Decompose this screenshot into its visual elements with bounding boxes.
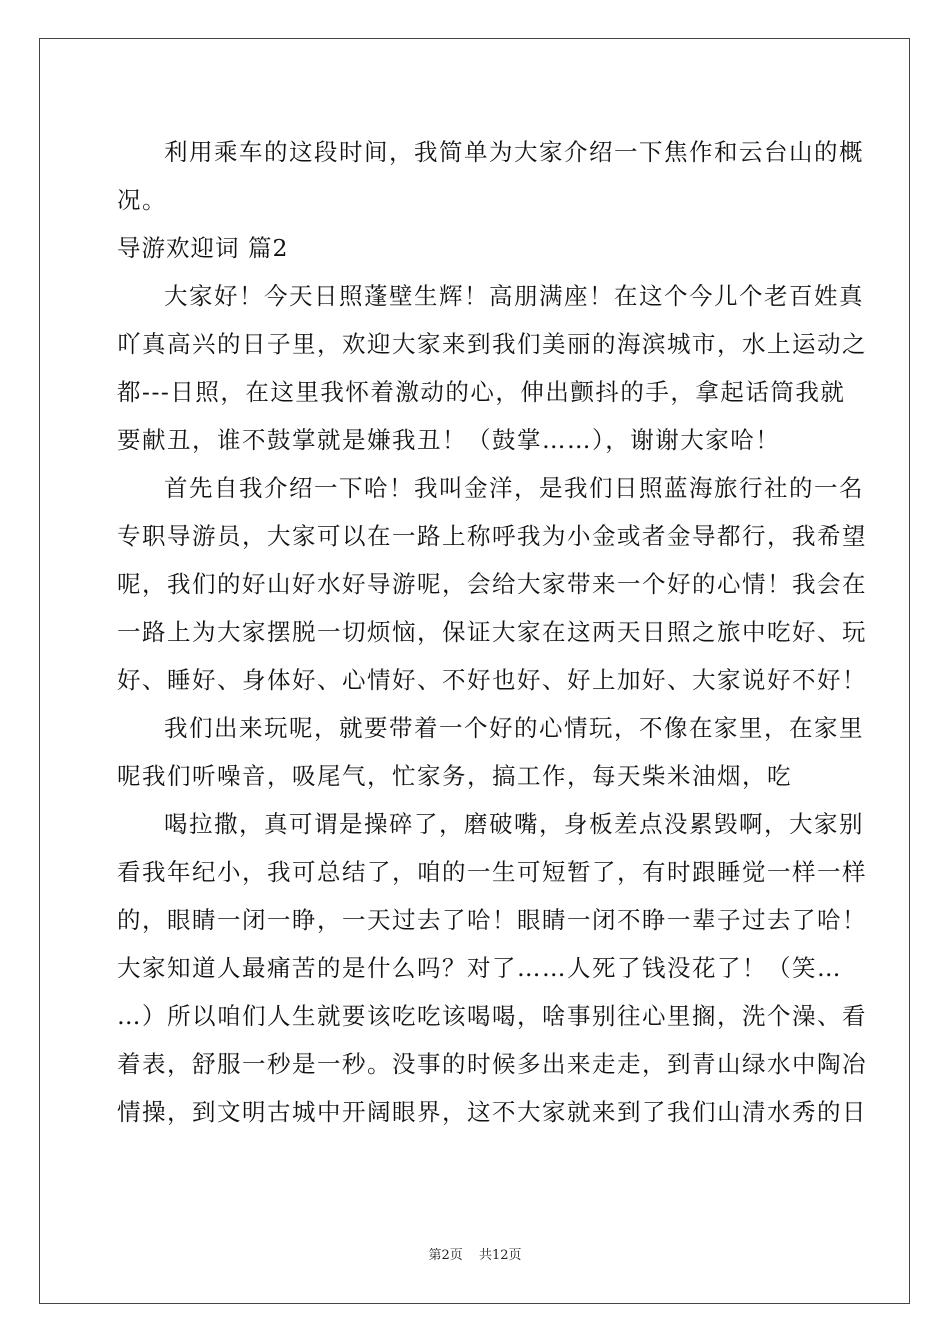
- text-line: 利用乘车的这段时间，我简单为大家介绍一下焦作和云台山的概: [164, 138, 864, 166]
- section-heading: 导游欢迎词 篇2: [117, 234, 289, 262]
- text-line: 喝拉撒，真可谓是操碎了，磨破嘴，身板差点没累毁啊，大家别: [164, 810, 864, 838]
- text-line: 我们出来玩呢，就要带着一个好的心情玩，不像在家里，在家里: [164, 714, 864, 742]
- page-number: 第2页: [428, 1248, 463, 1263]
- page-footer: [0, 1244, 950, 1263]
- text-line: 呢我们听噪音，吸尾气，忙家务，搞工作，每天柴米油烟，吃: [117, 762, 792, 790]
- text-line: 大家好！今天日照蓬壁生辉！高朋满座！在这个今儿个老百姓真: [164, 282, 864, 310]
- text-line: 吖真高兴的日子里，欢迎大家来到我们美丽的海滨城市，水上运动之: [117, 330, 867, 358]
- text-line: 大家知道人最痛苦的是什么吗？对了……人死了钱没花了！（笑…: [117, 954, 842, 982]
- page-total: 共12页: [478, 1248, 522, 1263]
- text-line: 专职导游员，大家可以在一路上称呼我为小金或者金导都行，我希望: [117, 522, 867, 550]
- text-line: 的，眼睛一闭一睁，一天过去了哈！眼睛一闭不睁一辈子过去了哈！: [117, 906, 867, 934]
- text-line: 看我年纪小，我可总结了，咱的一生可短暂了，有时跟睡觉一样一样: [117, 858, 867, 886]
- text-line: 首先自我介绍一下哈！我叫金洋，是我们日照蓝海旅行社的一名: [164, 474, 864, 502]
- text-line: 况。: [117, 186, 167, 214]
- text-line: 都---日照，在这里我怀着激动的心，伸出颤抖的手，拿起话筒我就: [117, 378, 846, 406]
- text-line: 呢，我们的好山好水好导游呢，会给大家带来一个好的心情！我会在: [117, 570, 867, 598]
- text-line: 着表，舒服一秒是一秒。没事的时候多出来走走，到青山绿水中陶冶: [117, 1050, 867, 1078]
- text-line: …）所以咱们人生就要该吃吃该喝喝，啥事别往心里搁，洗个澡、看: [117, 1002, 867, 1030]
- text-line: 一路上为大家摆脱一切烦恼，保证大家在这两天日照之旅中吃好、玩: [117, 618, 867, 646]
- document-body: [117, 128, 867, 1136]
- text-line: 要献丑，谁不鼓掌就是嫌我丑！（鼓掌……），谢谢大家哈！: [117, 426, 781, 454]
- text-line: 情操，到文明古城中开阔眼界，这不大家就来到了我们山清水秀的日: [117, 1098, 867, 1126]
- text-line: 好、睡好、身体好、心情好、不好也好、好上加好、大家说好不好！: [117, 666, 867, 694]
